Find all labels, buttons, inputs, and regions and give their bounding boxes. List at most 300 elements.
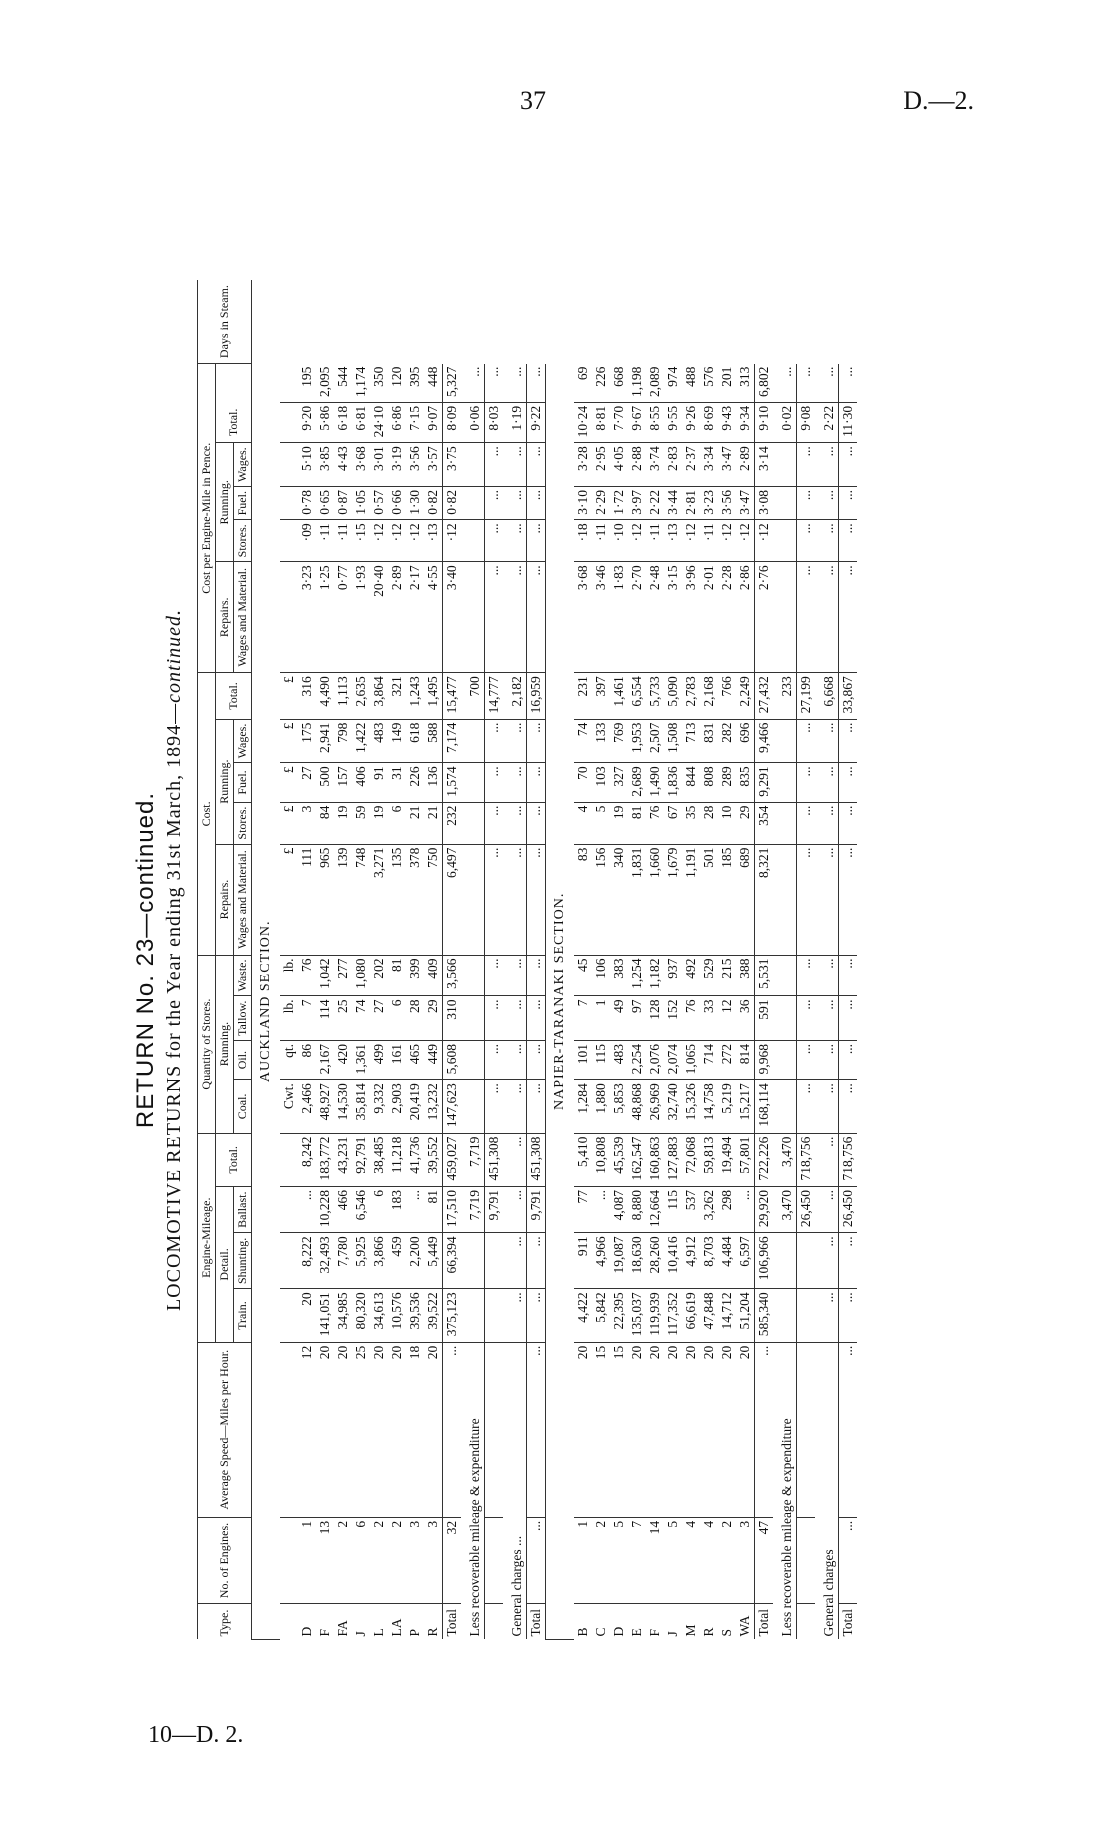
table-cell: 1 bbox=[592, 996, 610, 1040]
table-cell: ... bbox=[839, 364, 858, 403]
table-cell: ... bbox=[485, 520, 504, 562]
table-cell: ·10 bbox=[610, 520, 628, 562]
table-cell: 32,740 bbox=[664, 1080, 682, 1133]
table-cell: ... bbox=[839, 763, 858, 802]
table-cell: 2 bbox=[388, 1517, 406, 1603]
table-cell: Total bbox=[839, 1604, 858, 1640]
table-cell: 13 bbox=[316, 1517, 334, 1603]
table-cell: 1,422 bbox=[352, 719, 370, 763]
table-cell: ... bbox=[503, 1289, 527, 1342]
table-cell: 32 bbox=[443, 1517, 462, 1603]
table-cell: 4,484 bbox=[718, 1233, 736, 1289]
table-cell: 7 bbox=[574, 996, 592, 1040]
table-cell: 911 bbox=[574, 1233, 592, 1289]
table-row bbox=[610, 280, 628, 1640]
table-cell: 97 bbox=[628, 996, 646, 1040]
table-cell: F bbox=[317, 1628, 333, 1637]
table-cell: 748 bbox=[352, 844, 370, 955]
table-cell: ... bbox=[503, 562, 527, 673]
table-cell: 501 bbox=[700, 844, 718, 955]
table-cell: 1,495 bbox=[424, 673, 443, 719]
unit-cell: qt. bbox=[280, 1040, 298, 1079]
table-cell: 6·18 bbox=[334, 402, 352, 442]
table-cell: ... bbox=[527, 364, 546, 403]
table-cell: 7,780 bbox=[334, 1233, 352, 1289]
table-cell: 231 bbox=[574, 673, 592, 719]
table-cell: 59 bbox=[352, 802, 370, 844]
table-cell: ... bbox=[815, 719, 839, 763]
table-cell bbox=[461, 996, 485, 1040]
table-cell: ... bbox=[527, 1233, 546, 1289]
table-cell: ... bbox=[815, 802, 839, 844]
table-cell: M bbox=[683, 1624, 699, 1637]
table-cell: 32,493 bbox=[316, 1233, 334, 1289]
table-cell: 488 bbox=[682, 364, 700, 403]
table-cell: ... bbox=[485, 443, 504, 487]
total-row bbox=[755, 280, 774, 1640]
table-cell bbox=[485, 1342, 504, 1517]
table-cell: 226 bbox=[406, 763, 424, 802]
table-cell: ... bbox=[406, 1187, 424, 1233]
table-cell: 937 bbox=[664, 955, 682, 996]
table-cell: 91 bbox=[370, 763, 388, 802]
table-cell: L bbox=[371, 1628, 387, 1637]
table-cell: 3·68 bbox=[352, 443, 370, 487]
table-cell: 1,113 bbox=[334, 673, 352, 719]
table-cell: ... bbox=[527, 487, 546, 520]
table-cell: 327 bbox=[610, 763, 628, 802]
table-cell: ... bbox=[839, 996, 858, 1040]
table-cell bbox=[773, 955, 797, 996]
table-cell: 2·37 bbox=[682, 443, 700, 487]
table-cell: ... bbox=[443, 1342, 462, 1517]
table-cell: 136 bbox=[424, 763, 443, 802]
table-cell: ... bbox=[839, 1233, 858, 1289]
table-cell: 33 bbox=[700, 996, 718, 1040]
table-cell: 39,522 bbox=[424, 1289, 443, 1342]
table-cell: 157 bbox=[334, 763, 352, 802]
table-cell: 33,867 bbox=[839, 673, 858, 719]
unit-cell: lb. bbox=[280, 996, 298, 1040]
table-cell: 141,051 bbox=[316, 1289, 334, 1342]
table-cell: 24·10 bbox=[370, 402, 388, 442]
table-cell: 3,566 bbox=[443, 955, 462, 996]
table-cell: 9·43 bbox=[718, 402, 736, 442]
table-cell: ... bbox=[485, 802, 504, 844]
table-cell: ... bbox=[503, 996, 527, 1040]
document-reference: D.—2. bbox=[903, 86, 974, 115]
unit-cell: lb. bbox=[280, 955, 298, 996]
table-cell: 2·48 bbox=[646, 562, 664, 673]
table-cell: 39,536 bbox=[406, 1289, 424, 1342]
table-cell: 9·07 bbox=[424, 402, 443, 442]
table-cell: 1 bbox=[298, 1517, 316, 1603]
table-cell: 6 bbox=[388, 996, 406, 1040]
table-cell: ... bbox=[797, 520, 816, 562]
table-cell: 9·34 bbox=[736, 402, 755, 442]
table-cell: ·12 bbox=[682, 520, 700, 562]
table-cell: 3·01 bbox=[370, 443, 388, 487]
table-cell: ·15 bbox=[352, 520, 370, 562]
row-label: Less recoverable mileage & expenditure bbox=[779, 1418, 795, 1637]
table-cell: 2·76 bbox=[755, 562, 774, 673]
table-cell: ·12 bbox=[406, 520, 424, 562]
table-cell: 18 bbox=[406, 1342, 424, 1517]
table-cell: 10 bbox=[718, 802, 736, 844]
table-cell: D bbox=[611, 1626, 627, 1637]
table-cell: 5,733 bbox=[646, 673, 664, 719]
table-cell: 20 bbox=[664, 1342, 682, 1517]
table-cell: 2·89 bbox=[736, 443, 755, 487]
table-cell: 20·40 bbox=[370, 562, 388, 673]
table-cell: 1,880 bbox=[592, 1080, 610, 1133]
table-cell: ·09 bbox=[298, 520, 316, 562]
general-charges-row bbox=[503, 280, 527, 1640]
table-cell: 20 bbox=[388, 1342, 406, 1517]
table-cell: 0·06 bbox=[461, 402, 485, 442]
table-cell: ... bbox=[503, 719, 527, 763]
table-cell: 3·56 bbox=[718, 487, 736, 520]
table-cell: 29 bbox=[424, 996, 443, 1040]
table-cell: J bbox=[665, 1631, 681, 1637]
table-cell: 20 bbox=[682, 1342, 700, 1517]
table-cell: 15,477 bbox=[443, 673, 462, 719]
table-cell: 202 bbox=[370, 955, 388, 996]
table-cell: 74 bbox=[574, 719, 592, 763]
table-cell: 4,422 bbox=[574, 1289, 592, 1342]
col-coal: Coal. bbox=[234, 1080, 252, 1133]
table-cell bbox=[773, 1040, 797, 1079]
table-cell: 4·55 bbox=[424, 562, 443, 673]
table-cell: 12 bbox=[718, 996, 736, 1040]
table-row bbox=[406, 280, 424, 1640]
table-cell: 9,968 bbox=[755, 1040, 774, 1079]
table-cell: 133 bbox=[592, 719, 610, 763]
table-cell: 120 bbox=[388, 364, 406, 403]
col-shunting: Shunting. bbox=[234, 1233, 252, 1289]
table-cell bbox=[773, 844, 797, 955]
table-cell: 451,308 bbox=[485, 1133, 504, 1186]
table-cell: ... bbox=[485, 955, 504, 996]
table-cell bbox=[797, 1517, 816, 1603]
table-cell: 43,231 bbox=[334, 1133, 352, 1186]
col-tallow: Tallow. bbox=[234, 996, 252, 1040]
table-cell: 2,941 bbox=[316, 719, 334, 763]
table-cell: 3 bbox=[736, 1517, 755, 1603]
table-cell: ... bbox=[815, 1233, 839, 1289]
less-recoverable-row bbox=[461, 280, 485, 1640]
table-cell: 81 bbox=[424, 1187, 443, 1233]
table-cell: 451,308 bbox=[527, 1133, 546, 1186]
table-cell: ... bbox=[839, 1342, 858, 1517]
table-cell: 5,842 bbox=[592, 1289, 610, 1342]
page-number: 37 bbox=[520, 86, 546, 115]
table-cell: 3·56 bbox=[406, 443, 424, 487]
unit-cell: £ bbox=[280, 719, 298, 763]
table-cell: ... bbox=[815, 520, 839, 562]
col-waste: Waste. bbox=[234, 955, 252, 996]
table-cell: 277 bbox=[334, 955, 352, 996]
table-cell: 106,966 bbox=[755, 1233, 774, 1289]
table-cell: 9·22 bbox=[527, 402, 546, 442]
table-cell: 6 bbox=[370, 1187, 388, 1233]
table-cell: 831 bbox=[700, 719, 718, 763]
table-cell: 76 bbox=[682, 996, 700, 1040]
table-cell: 313 bbox=[736, 364, 755, 403]
table-cell: 2 bbox=[592, 1517, 610, 1603]
table-cell: 4 bbox=[574, 802, 592, 844]
table-cell: ·11 bbox=[700, 520, 718, 562]
unit-cell: Cwt. bbox=[280, 1080, 298, 1133]
table-cell: 3·15 bbox=[664, 562, 682, 673]
unit-cell: £ bbox=[280, 802, 298, 844]
unit-cell bbox=[280, 520, 298, 562]
table-cell: 3·23 bbox=[298, 562, 316, 673]
table-cell: 3 bbox=[406, 1517, 424, 1603]
table-heading bbox=[130, 280, 187, 1640]
table-cell: ... bbox=[815, 1040, 839, 1079]
table-cell: 2·86 bbox=[736, 562, 755, 673]
footer-signature: 10—D. 2. bbox=[148, 1722, 244, 1748]
table-cell: 19 bbox=[610, 802, 628, 844]
unit-cell: £ bbox=[280, 844, 298, 955]
table-cell: 8,242 bbox=[298, 1133, 316, 1186]
unit-cell bbox=[280, 443, 298, 487]
table-cell: ... bbox=[815, 562, 839, 673]
table-cell: ... bbox=[839, 562, 858, 673]
table-cell: ·12 bbox=[755, 520, 774, 562]
table-cell: 20 bbox=[334, 1342, 352, 1517]
table-cell: 5·10 bbox=[298, 443, 316, 487]
table-cell: ·12 bbox=[718, 520, 736, 562]
table-cell: 10,228 bbox=[316, 1187, 334, 1233]
table-cell: ... bbox=[485, 763, 504, 802]
table-cell: 3·10 bbox=[574, 487, 592, 520]
table-cell: 14,777 bbox=[485, 673, 504, 719]
table-cell: 9·26 bbox=[682, 402, 700, 442]
table-cell: 7,174 bbox=[443, 719, 462, 763]
table-cell: 16,959 bbox=[527, 673, 546, 719]
table-cell: 750 bbox=[424, 844, 443, 955]
table-cell: 1,831 bbox=[628, 844, 646, 955]
unit-cell bbox=[280, 487, 298, 520]
table-cell: 17,510 bbox=[443, 1187, 462, 1233]
table-cell: ... bbox=[503, 1133, 527, 1186]
table-cell: ... bbox=[485, 487, 504, 520]
table-cell: 9,466 bbox=[755, 719, 774, 763]
col-group-cost: Cost. bbox=[198, 673, 216, 955]
table-cell: 2,254 bbox=[628, 1040, 646, 1079]
table-cell: ·12 bbox=[628, 520, 646, 562]
table-cell: ... bbox=[797, 443, 816, 487]
table-cell: 0·87 bbox=[334, 487, 352, 520]
table-cell: 233 bbox=[773, 673, 797, 719]
table-cell: 3·85 bbox=[316, 443, 334, 487]
grand-total-row bbox=[839, 280, 858, 1640]
col-no-engines: No. of Engines. bbox=[198, 1517, 252, 1603]
table-cell: 92,791 bbox=[352, 1133, 370, 1186]
table-cell: 696 bbox=[736, 719, 755, 763]
table-cell: 1·30 bbox=[406, 487, 424, 520]
table-cell bbox=[773, 443, 797, 487]
table-row bbox=[682, 280, 700, 1640]
table-cell: 2,095 bbox=[316, 364, 334, 403]
table-cell: ·11 bbox=[316, 520, 334, 562]
table-cell: 1·19 bbox=[503, 402, 527, 442]
table-cell: ·13 bbox=[664, 520, 682, 562]
table-cell: 3·97 bbox=[628, 487, 646, 520]
table-cell bbox=[797, 1342, 816, 1517]
table-cell bbox=[773, 562, 797, 673]
table-cell: 2,689 bbox=[628, 763, 646, 802]
table-cell: 406 bbox=[352, 763, 370, 802]
table-cell: 183 bbox=[388, 1187, 406, 1233]
table-cell: 713 bbox=[682, 719, 700, 763]
table-cell: 6·81 bbox=[352, 402, 370, 442]
table-cell: 19,494 bbox=[718, 1133, 736, 1186]
less-recoverable-row bbox=[773, 280, 797, 1640]
table-cell: ·11 bbox=[646, 520, 664, 562]
table-cell: 8·03 bbox=[485, 402, 504, 442]
table-cell bbox=[773, 802, 797, 844]
table-cell: 700 bbox=[461, 673, 485, 719]
table-cell: 4 bbox=[682, 1517, 700, 1603]
table-cell bbox=[485, 1517, 504, 1603]
table-row bbox=[664, 280, 682, 1640]
table-cell: 1,065 bbox=[682, 1040, 700, 1079]
table-cell: 321 bbox=[388, 673, 406, 719]
table-cell: 591 bbox=[755, 996, 774, 1040]
table-row bbox=[700, 280, 718, 1640]
table-cell: 3,866 bbox=[370, 1233, 388, 1289]
unit-cell bbox=[280, 402, 298, 442]
table-cell bbox=[773, 487, 797, 520]
table-cell: 798 bbox=[334, 719, 352, 763]
table-cell: 47,848 bbox=[700, 1289, 718, 1342]
table-cell: 5 bbox=[592, 802, 610, 844]
table-cell: 3·23 bbox=[700, 487, 718, 520]
table-cell: R bbox=[701, 1627, 717, 1637]
row-label: General charges bbox=[821, 1549, 837, 1637]
table-cell: 448 bbox=[424, 364, 443, 403]
table-cell bbox=[461, 955, 485, 996]
table-cell: 18,630 bbox=[628, 1233, 646, 1289]
table-row bbox=[388, 280, 406, 1640]
table-cell: 5,090 bbox=[664, 673, 682, 719]
table-cell: 3,271 bbox=[370, 844, 388, 955]
table-cell: 0·82 bbox=[443, 487, 462, 520]
table-cell: 2,249 bbox=[736, 673, 755, 719]
table-cell: ... bbox=[755, 1342, 774, 1517]
table-cell: S bbox=[719, 1628, 735, 1637]
table-cell: 1,361 bbox=[352, 1040, 370, 1079]
table-cell: ... bbox=[485, 996, 504, 1040]
table-cell: 2·95 bbox=[592, 443, 610, 487]
table-cell bbox=[461, 1289, 485, 1342]
table-cell: ... bbox=[797, 802, 816, 844]
table-cell: 67 bbox=[664, 802, 682, 844]
table-body bbox=[252, 280, 858, 1640]
table-cell: 66,619 bbox=[682, 1289, 700, 1342]
table-cell: 689 bbox=[736, 844, 755, 955]
table-row bbox=[370, 280, 388, 1640]
table-cell: 399 bbox=[406, 955, 424, 996]
table-cell: 7 bbox=[628, 1517, 646, 1603]
table-cell: 3·47 bbox=[736, 487, 755, 520]
table-cell: 316 bbox=[298, 673, 316, 719]
table-cell: 15,326 bbox=[682, 1080, 700, 1133]
col-ballast: Ballast. bbox=[234, 1187, 252, 1233]
table-cell bbox=[461, 802, 485, 844]
table-cell: ... bbox=[797, 1040, 816, 1079]
table-cell: 1,284 bbox=[574, 1080, 592, 1133]
table-cell: 1,080 bbox=[352, 955, 370, 996]
table-cell: 7·70 bbox=[610, 402, 628, 442]
table-cell: 83 bbox=[574, 844, 592, 955]
table-cell: 2·17 bbox=[406, 562, 424, 673]
table-cell: 835 bbox=[736, 763, 755, 802]
table-cell: 350 bbox=[370, 364, 388, 403]
table-cell: 459 bbox=[388, 1233, 406, 1289]
table-cell: 152 bbox=[664, 996, 682, 1040]
table-cell: 3·14 bbox=[755, 443, 774, 487]
general-charges-row bbox=[815, 280, 839, 1640]
table-cell: 3·44 bbox=[664, 487, 682, 520]
table-cell: 1,198 bbox=[628, 364, 646, 403]
table-cell: 1,174 bbox=[352, 364, 370, 403]
table-cell: 45 bbox=[574, 955, 592, 996]
table-cell: 2,089 bbox=[646, 364, 664, 403]
table-cell: 9·20 bbox=[298, 402, 316, 442]
table-cell: 72,068 bbox=[682, 1133, 700, 1186]
table-cell: ... bbox=[527, 1517, 546, 1603]
unit-cell bbox=[280, 364, 298, 403]
table-cell: 6,546 bbox=[352, 1187, 370, 1233]
table-cell: 5 bbox=[664, 1517, 682, 1603]
table-cell: 36 bbox=[736, 996, 755, 1040]
table-cell bbox=[797, 1289, 816, 1342]
table-cell: 1,836 bbox=[664, 763, 682, 802]
table-cell: 3·34 bbox=[700, 443, 718, 487]
table-cell: ... bbox=[503, 1080, 527, 1133]
table-cell: ... bbox=[485, 364, 504, 403]
table-cell: 466 bbox=[334, 1187, 352, 1233]
table-cell: 3,864 bbox=[370, 673, 388, 719]
col-type: Type. bbox=[198, 1604, 252, 1640]
table-cell: 20 bbox=[700, 1342, 718, 1517]
table-cell: 2,466 bbox=[298, 1080, 316, 1133]
table-cell: 3·68 bbox=[574, 562, 592, 673]
table-cell bbox=[461, 1233, 485, 1289]
table-cell: 6,668 bbox=[815, 673, 839, 719]
unit-cell bbox=[280, 1604, 298, 1640]
table-cell: ... bbox=[797, 719, 816, 763]
table-cell: 2,635 bbox=[352, 673, 370, 719]
col-pence-repairs-wages-material: Wages and Material. bbox=[234, 562, 252, 673]
table-cell bbox=[461, 1080, 485, 1133]
table-cell: 9,332 bbox=[370, 1080, 388, 1133]
col-group-engine-mileage: Engine-Mileage. bbox=[198, 1133, 216, 1342]
table-cell: 76 bbox=[646, 802, 664, 844]
table-cell bbox=[773, 719, 797, 763]
table-cell: 20 bbox=[316, 1342, 334, 1517]
table-cell: 29 bbox=[736, 802, 755, 844]
col-pence-repairs: Repairs. bbox=[216, 562, 234, 673]
table-row bbox=[592, 280, 610, 1640]
table-cell: 3 bbox=[298, 802, 316, 844]
table-cell: ... bbox=[527, 719, 546, 763]
table-cell: 2 bbox=[370, 1517, 388, 1603]
